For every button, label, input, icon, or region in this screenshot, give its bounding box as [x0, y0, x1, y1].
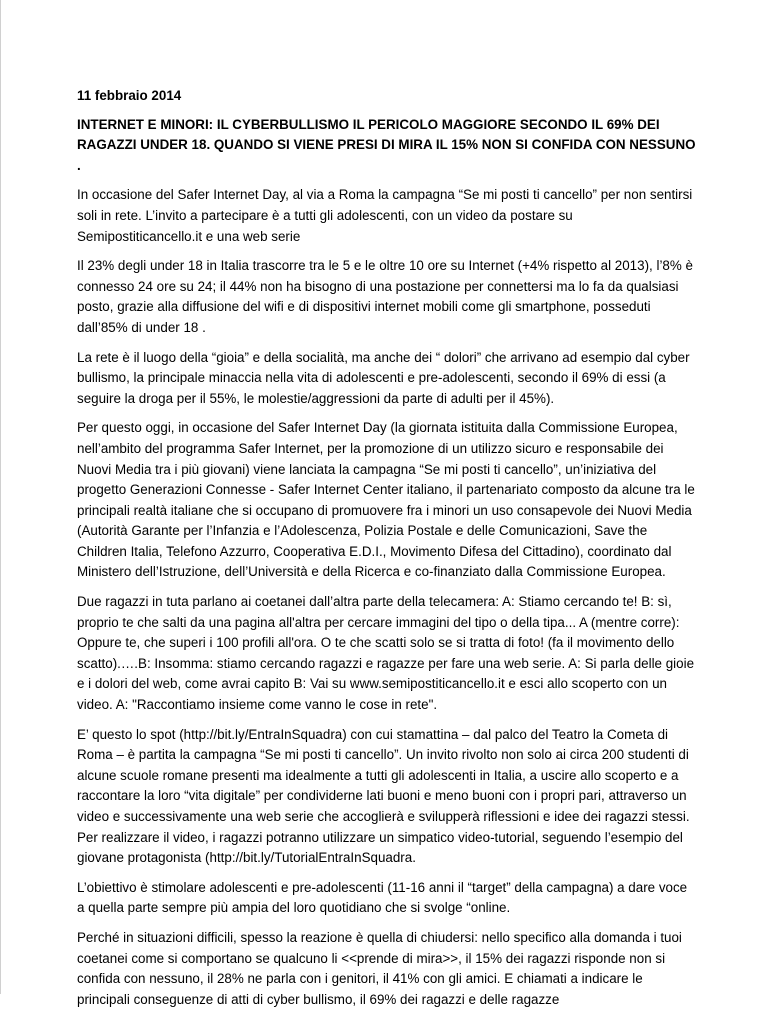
- article-headline: INTERNET E MINORI: IL CYBERBULLISMO IL PERICOLO MAGGIORE SECONDO IL 69% DEI RAGAZZI UNDER 18. QUANDO SI VIENE PRESI DI MIRA IL 15% NON SI CONFIDA CON NESSUNO .: [77, 116, 696, 173]
- article-body: [77, 86, 697, 1019]
- paragraph-spot-dialogue: Due ragazzi in tuta parlano ai coetanei dall’altra parte della telecamera: A: Stiamo cercando te! B: sì, proprio te che salti da una pagina all'altra per cercare immagini del tipo o della tipa... A (mentre corre): Oppure te, che superi i 100 profili all'ora. O te che scatti solo se si tratta di foto! (fa il movimento dello scatto).….B: Insomma: stiamo cercando ragazzi e ragazze per fare una web serie. A: Si parla delle gioie e i dolori del web, come avrai capito B: Vai su www.semipostiticancello.it e esci allo scoperto con un video. A: "Raccontiamo insieme come vanno le cose in rete".: [77, 594, 695, 713]
- paragraph-objective: L’obiettivo è stimolare adolescenti e pre-adolescenti (11-16 anni il “target” della campagna) a dare voce a quella parte sempre più ampia del loro quotidiano che si svolge “online.: [77, 879, 688, 916]
- paragraph-campaign: Per questo oggi, in occasione del Safer Internet Day (la giornata istituita dalla Commissione Europea, nell’ambito del programma Safer Internet, per la promozione di un utilizzo sicuro e responsabile dei Nuovi Media tra i più giovani) viene lanciata la campagna “Se mi posti ti cancello”, un’iniziativa del progetto Generazioni Connesse - Safer Internet Center italiano, il partenariato composto da alcune tra le principali realtà italiane che si occupano di promuovere fra i minori un uso consapevole dei Nuovi Media (Autorità Garante per l’Infanzia e l’Adolescenza, Polizia Postale e delle Comunicazioni, Save the Children Italia, Telefono Azzurro, Cooperativa E.D.I., Movimento Difesa del Cittadino), coordinato dal Ministero dell’Istruzione, dell’Università e della Ricerca e co-finanziato dalla Commissione Europea.: [77, 420, 695, 580]
- paragraph-reactions: Perché in situazioni difficili, spesso la reazione è quella di chiudersi: nello specifico alla domanda i tuoi coetanei come si comportano se qualcuno li <<prende di mira>>, il 15% dei ragazzi risponde non si confida con nessuno, il 28% ne parla con i genitori, il 41% con gli amici. E chiamati a indicare le principali conseguenze di atti di cyber bullismo, il 69% dei ragazzi e delle ragazze: [77, 929, 682, 1007]
- paragraph-intro: In occasione del Safer Internet Day, al via a Roma la campagna “Se mi posti ti cancello” per non sentirsi soli in rete. L’invito a partecipare è a tutti gli adolescenti, con un video da postare su Semipostiticancello.it e una web serie: [77, 187, 693, 244]
- article-date: 11 febbraio 2014: [77, 88, 182, 103]
- paragraph-spot-launch: E’ questo lo spot (http://bit.ly/EntraInSquadra) con cui stamattina – dal palco del Teatro la Cometa di Roma – è partita la campagna “Se mi posti ti cancello”. Un invito rivolto non solo ai circa 200 studenti di alcune scuole romane presenti ma idealmente a tutti gli adolescenti in Italia, a uscire allo scoperto e a raccontare la loro “vita digitale” per condividerne lati buoni e meno buoni con i propri pari, attraverso un video e successivamente una web serie che accoglierà e svilupperà riflessioni e idee dei ragazzi stessi. Per realizzare il video, i ragazzi potranno utilizzare un simpatico video-tutorial, seguendo l’esempio del giovane protagonista (http://bit.ly/TutorialEntraInSquadra.: [77, 726, 690, 866]
- paragraph-cyberbullying: La rete è il luogo della “gioia” e della socialità, ma anche dei “ dolori” che arrivano ad esempio dal cyber bullismo, la principale minaccia nella vita di adolescenti e pre-adolescenti, secondo il 69% di essi (a seguire la droga per il 55%, le molestie/aggressioni da parte di adulti per il 45%).: [77, 349, 690, 406]
- paragraph-statistics: Il 23% degli under 18 in Italia trascorre tra le 5 e le oltre 10 ore su Internet (+4% rispetto al 2013), l’8% è connesso 24 ore su 24; il 44% non ha bisogno di una postazione per connettersi ma lo fa da qualsiasi posto, grazie alla diffusione del wifi e di dispositivi internet mobili come gli smartphone, posseduti dall’85% di under 18 .: [77, 258, 693, 335]
